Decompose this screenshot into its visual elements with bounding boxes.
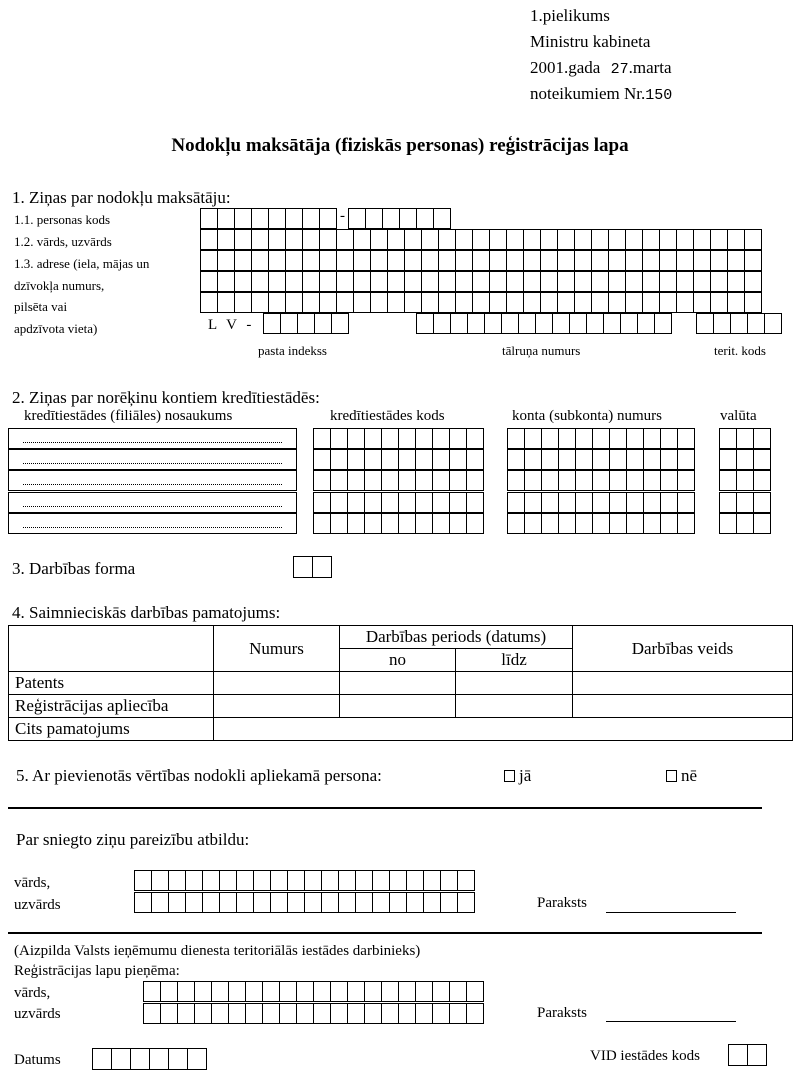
patent-to-cell[interactable] (456, 672, 573, 695)
bank-name-field-4[interactable] (8, 492, 297, 513)
account-grid-row4[interactable] (507, 492, 694, 513)
official-name-label-2: uzvārds (14, 1006, 61, 1022)
address-grid-row3[interactable] (200, 292, 761, 313)
personal-code-part2-grid[interactable] (348, 208, 450, 229)
office-code-label: VID iestādes kods (590, 1048, 700, 1064)
certificate-number-cell[interactable] (214, 695, 340, 718)
activity-form-grid[interactable] (293, 556, 331, 578)
bank-name-field-2[interactable] (8, 449, 297, 470)
official-signature-label: Paraksts (537, 1005, 587, 1021)
office-code-grid[interactable] (728, 1044, 766, 1066)
responsible-signature-label: Paraksts (537, 895, 587, 911)
phone-label: tālruņa numurs (502, 343, 581, 358)
postal-index-label: pasta indekss (258, 343, 327, 358)
responsible-name-grid-row2[interactable] (134, 892, 474, 913)
vat-yes-option[interactable] (504, 766, 531, 786)
bank-code-grid-row5[interactable] (313, 513, 483, 534)
name-grid[interactable] (200, 229, 761, 250)
other-basis-cell[interactable] (214, 718, 793, 741)
official-accepted-label: Reģistrācijas lapu pieņēma: (14, 963, 180, 979)
official-name-grid-row2[interactable] (143, 1003, 483, 1024)
table-corner-cell (9, 626, 214, 672)
table-row (9, 718, 793, 741)
certificate-from-cell[interactable] (340, 695, 456, 718)
date-suffix: .marta (628, 58, 672, 77)
annex-label: 1.pielikums (530, 6, 610, 25)
address-label-4: apdzīvota vieta) (14, 321, 98, 336)
divider (8, 932, 762, 934)
currency-grid-row4[interactable] (719, 492, 770, 513)
currency-grid-row3[interactable] (719, 470, 770, 491)
certificate-to-cell[interactable] (456, 695, 573, 718)
section5-title: 5. Ar pievienotās vērtības nodokli apliekamā persona: (16, 766, 382, 785)
responsible-name-label-2: uzvārds (14, 897, 61, 913)
bank-code-grid-row3[interactable] (313, 470, 483, 491)
row-certificate-label: Reģistrācijas apliecība (9, 695, 214, 718)
bank-name-field-1[interactable] (8, 428, 297, 449)
phone-grid[interactable] (416, 313, 671, 334)
bank-name-field-5[interactable] (8, 513, 297, 534)
currency-grid-row1[interactable] (719, 428, 770, 449)
date-day: 27 (610, 61, 629, 78)
bank-code-grid-row4[interactable] (313, 492, 483, 513)
section3-title: 3. Darbības forma (12, 559, 136, 578)
bank-name-header: kredītiestādes (filiāles) nosaukums (24, 408, 233, 424)
activity-basis-table (8, 625, 793, 741)
section4-title: 4. Saimnieciskās darbības pamatojums: (12, 603, 281, 622)
personal-code-dash: - (340, 208, 345, 224)
bank-name-field-3[interactable] (8, 470, 297, 491)
patent-from-cell[interactable] (340, 672, 456, 695)
currency-grid-row2[interactable] (719, 449, 770, 470)
currency-grid-row5[interactable] (719, 513, 770, 534)
name-label: 1.2. vārds, uzvārds (14, 234, 112, 249)
divider (8, 807, 762, 809)
vat-no-label: nē (681, 766, 698, 785)
regulation-date (530, 58, 672, 78)
address-grid-row2[interactable] (200, 271, 761, 292)
lv-prefix: L V - (208, 317, 255, 333)
address-label-2: dzīvokļa numurs, (14, 278, 105, 293)
official-signature-line[interactable] (606, 1021, 736, 1022)
col-to-header: līdz (456, 649, 573, 672)
bank-code-grid-row2[interactable] (313, 449, 483, 470)
section2-title: 2. Ziņas par norēķinu kontiem kredītiestādēs: (12, 388, 320, 407)
col-type-header: Darbības veids (573, 626, 793, 672)
address-label-1: 1.3. adrese (iela, mājas un (14, 256, 150, 271)
row-other-label: Cits pamatojums (9, 718, 214, 741)
vat-yes-label: jā (519, 766, 532, 785)
row-patent-label: Patents (9, 672, 214, 695)
date-label: Datums (14, 1052, 61, 1068)
personal-code-part1-grid[interactable] (200, 208, 336, 229)
bank-code-grid-row1[interactable] (313, 428, 483, 449)
col-number-header: Numurs (214, 626, 340, 672)
territory-code-label: terit. kods (714, 343, 766, 358)
account-grid-row2[interactable] (507, 449, 694, 470)
patent-type-cell[interactable] (573, 672, 793, 695)
col-from-header: no (340, 649, 456, 672)
date-grid[interactable] (92, 1048, 206, 1070)
certificate-type-cell[interactable] (573, 695, 793, 718)
rules-prefix: noteikumiem Nr. (530, 84, 646, 103)
official-note: (Aizpilda Valsts ieņēmumu dienesta teritoriālās iestādes darbinieks) (14, 943, 421, 959)
official-name-grid-row1[interactable] (143, 981, 483, 1002)
account-grid-row1[interactable] (507, 428, 694, 449)
col-period-header: Darbības periods (datums) (340, 626, 573, 649)
regulation-number (530, 84, 672, 104)
responsibility-title: Par sniegto ziņu pareizību atbildu: (16, 830, 250, 849)
form-title: Nodokļu maksātāja (fiziskās personas) reģistrācijas lapa (171, 135, 629, 156)
personal-code-label: 1.1. personas kods (14, 212, 111, 227)
table-row (9, 672, 793, 695)
currency-header: valūta (720, 408, 757, 424)
responsible-signature-line[interactable] (606, 912, 736, 913)
checkbox-icon[interactable] (666, 770, 677, 782)
cabinet-label: Ministru kabineta (530, 32, 651, 51)
rules-number: 150 (645, 87, 673, 104)
bank-code-header: kredītiestādes kods (330, 408, 445, 424)
postal-index-grid[interactable] (263, 313, 348, 334)
responsible-name-grid-row1[interactable] (134, 870, 474, 891)
section1-title: 1. Ziņas par nodokļu maksātāju: (12, 188, 231, 207)
patent-number-cell[interactable] (214, 672, 340, 695)
account-grid-row3[interactable] (507, 470, 694, 491)
official-name-label-1: vārds, (14, 985, 51, 1001)
checkbox-icon[interactable] (504, 770, 515, 782)
address-label-3: pilsēta vai (14, 299, 68, 314)
address-grid-row1[interactable] (200, 250, 761, 271)
territory-code-grid[interactable] (696, 313, 781, 334)
vat-no-option[interactable] (666, 766, 697, 786)
responsible-name-label-1: vārds, (14, 875, 51, 891)
date-prefix: 2001.gada (530, 58, 601, 77)
account-header: konta (subkonta) numurs (512, 408, 662, 424)
account-grid-row5[interactable] (507, 513, 694, 534)
table-row (9, 695, 793, 718)
